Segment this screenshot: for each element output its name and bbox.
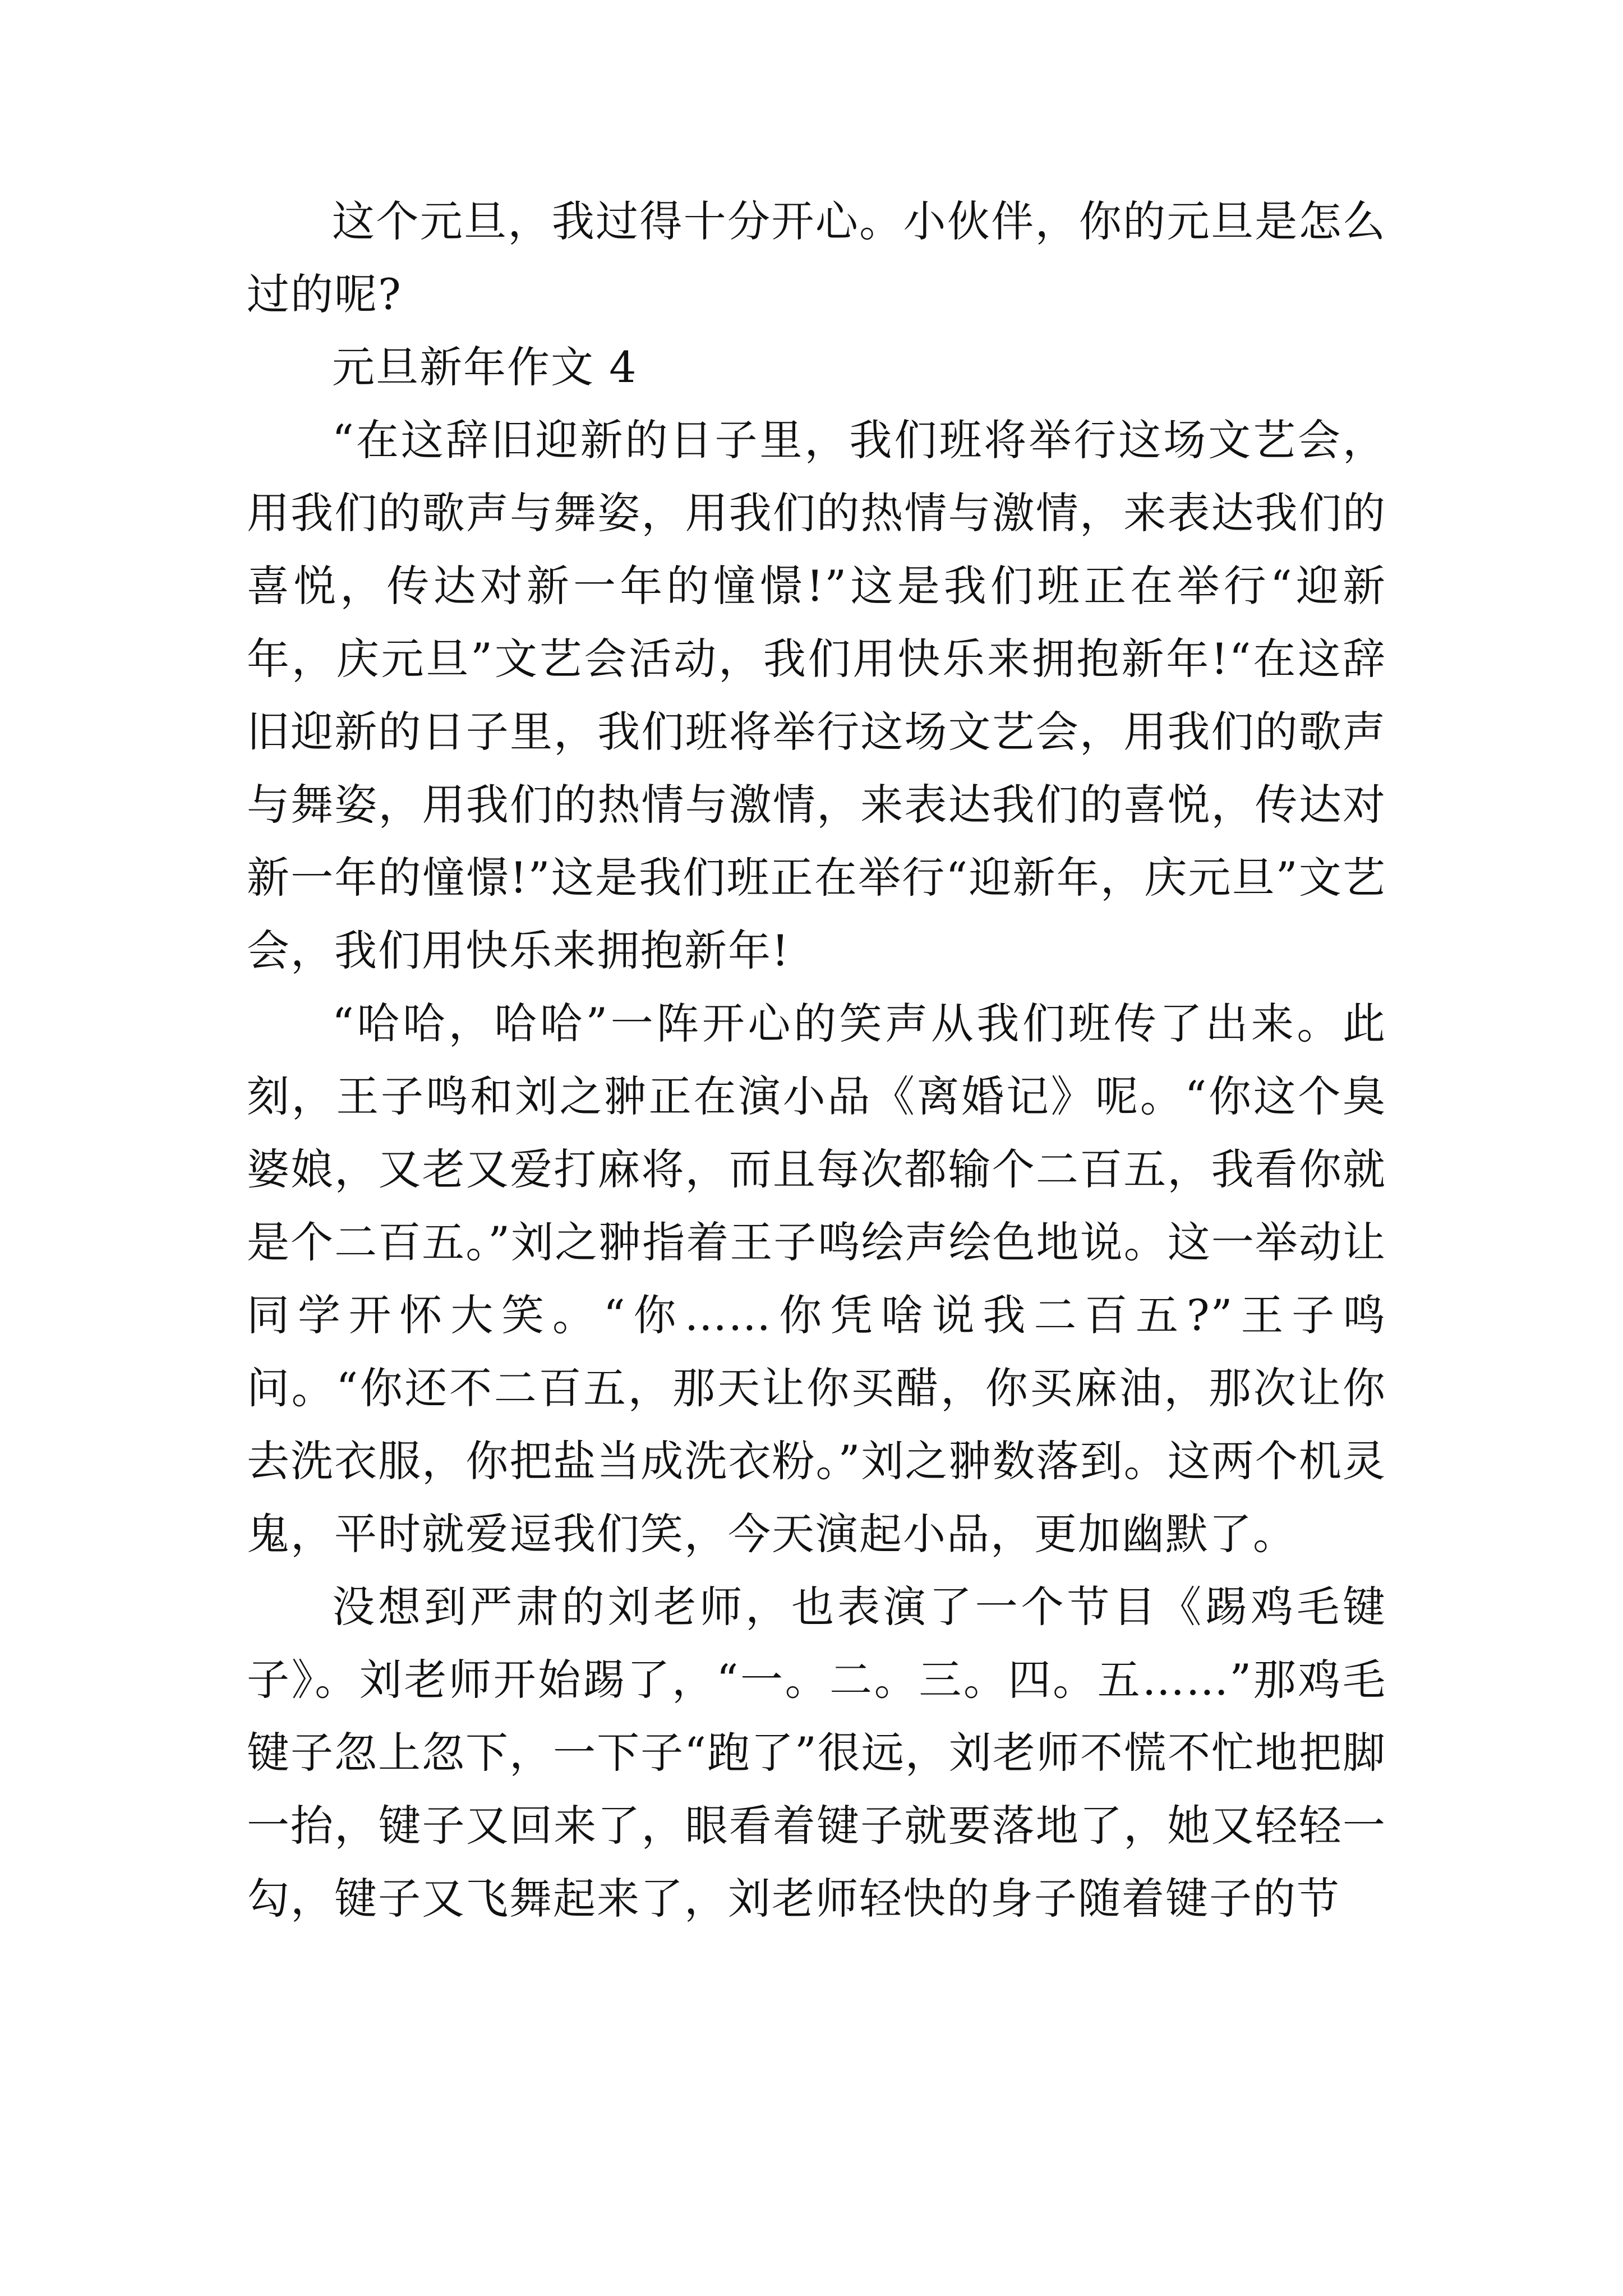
paragraph-shuttlecock: 没想到严肃的刘老师，也表演了一个节目《踢鸡毛键子》。刘老师开始踢了，“一。二。三。四。五……”那鸡毛键子忽上忽下，一下子“跑了”很远，刘老师不慌不忙地把脚一抬，键子又回来了，眼看着键子就要落地了，她又轻轻一勾，键子又飞舞起来了，刘老师轻快的身子随着键子的节 — [247, 1582, 1386, 1924]
section-heading: 元旦新年作文 4 — [332, 342, 638, 392]
paragraph-skit: “哈哈，哈哈”一阵开心的笑声从我们班传了出来。此刻，王子鸣和刘之翀正在演小品《离婚记》呢。“你这个臭婆娘，又老又爱打麻将，而且每次都输个二百五，我看你就是个二百五。”刘之翀指着王子鸣绘声绘色地说。这一举动让同学开怀大笑。“你……你凭啥说我二百五?”王子鸣问。“你还不二百五，那天让你买醋，你买麻油，那次让你去洗衣服，你把盐当成洗衣粉。”刘之翀数落到。这两个机灵鬼，平时就爱逗我们笑，今天演起小品，更加幽默了。 — [247, 999, 1386, 1559]
paragraph-opening-quote: “在这辞旧迎新的日子里，我们班将举行这场文艺会，用我们的歌声与舞姿，用我们的热情与激情，来表达我们的喜悦，传达对新一年的憧憬!”这是我们班正在举行“迎新年，庆元旦”文艺会活动，我们用快乐来拥抱新年!“在这辞旧迎新的日子里，我们班将举行这场文艺会，用我们的歌声与舞姿，用我们的热情与激情，来表达我们的喜悦，传达对新一年的憧憬!”这是我们班正在举行“迎新年，庆元旦”文艺会，我们用快乐来拥抱新年! — [247, 415, 1386, 976]
document-body — [247, 185, 1386, 1935]
paragraph-closing: 这个元旦，我过得十分开心。小伙伴，你的元旦是怎么过的呢? — [247, 196, 1386, 319]
